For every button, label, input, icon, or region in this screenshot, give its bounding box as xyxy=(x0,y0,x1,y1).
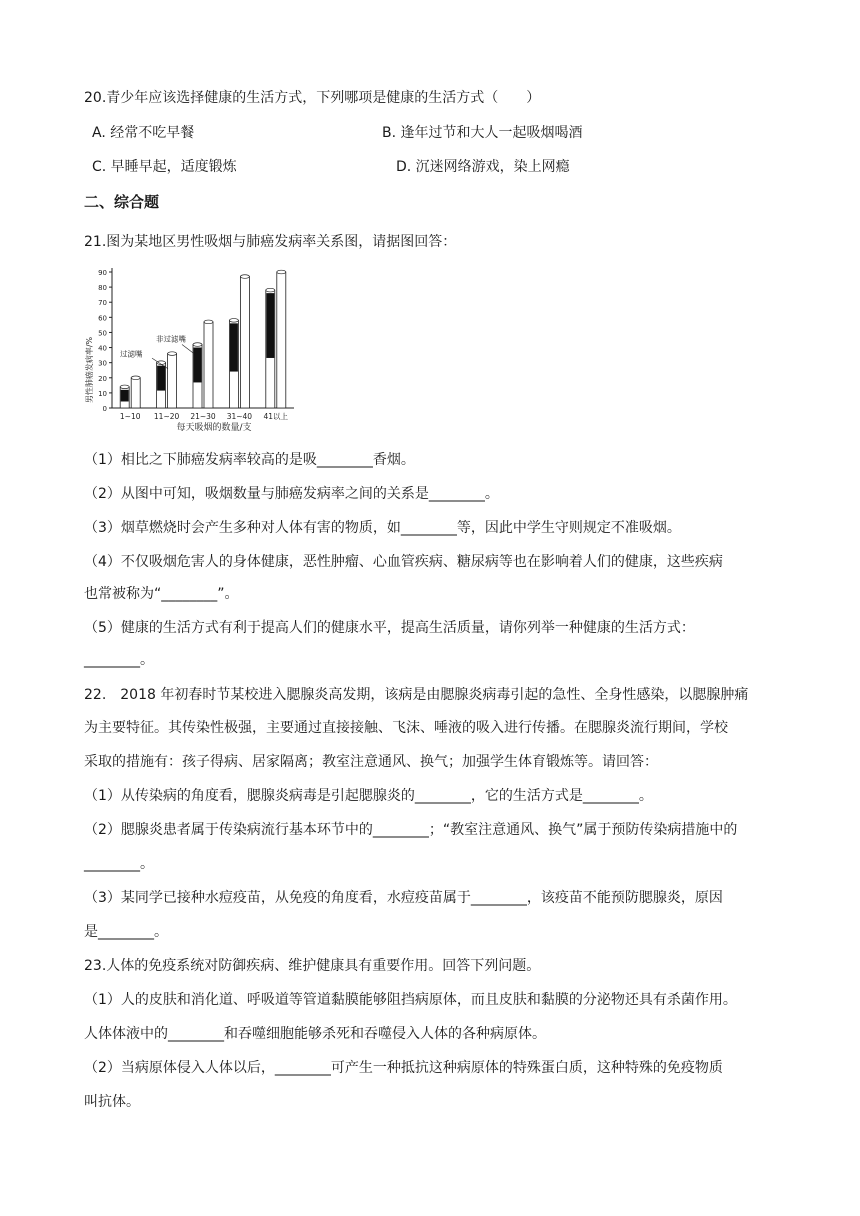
q20-option-d[interactable]: D. 沉迷网络游戏，染上网瘾 xyxy=(396,159,570,175)
chart-x-tick-label: 21~30 xyxy=(190,412,216,421)
chart-bar-nonfilter xyxy=(240,277,249,408)
q21-item-1: （1）相比之下肺癌发病率较高的是吸________香烟。 xyxy=(84,452,415,468)
q20-stem: 20.青少年应该选择健康的生活方式，下列哪项是健康的生活方式（ ） xyxy=(84,90,541,106)
chart-x-tick-label: 1~10 xyxy=(119,412,141,421)
q21-item-3: （3）烟草燃烧时会产生多种对人体有害的物质，如________等，因此中学生守则规定不准吸烟。 xyxy=(84,520,681,536)
chart-bar-filter-band xyxy=(121,390,129,402)
q21-item-5-cont: ________。 xyxy=(84,652,154,668)
q23-stem: 23.人体的免疫系统对防御疾病、维护健康具有重要作用。回答下列问题。 xyxy=(84,958,541,974)
chart-x-tick-label: 31~40 xyxy=(226,412,253,421)
chart-bar-nonfilter xyxy=(168,354,177,408)
q22-item-2: （2）腮腺炎患者属于传染病流行基本环节中的________；“教室注意通风、换气”属于预防传染病措施中的 xyxy=(84,822,738,838)
q22-line-2: 为主要特征。其传染性极强，主要通过直接接触、飞沫、唾液的吸入进行传播。在腮腺炎流行期间，学校 xyxy=(84,720,728,736)
q23-item-1: （1）人的皮肤和消化道、呼吸道等管道黏膜能够阻挡病原体，而且皮肤和黏膜的分泌物还具有杀菌作用。 xyxy=(84,992,737,1008)
chart-bar-filter-top xyxy=(193,343,202,347)
q21-item-2: （2）从图中可知，吸烟数量与肺癌发病率之间的关系是________。 xyxy=(84,486,499,502)
chart-bar-nonfilter-top xyxy=(168,352,177,356)
chart-annotation-filter: 过滤嘴 xyxy=(120,349,143,359)
chart-bar-nonfilter xyxy=(204,322,213,408)
chart-x-tick-label: 41以上 xyxy=(263,412,289,421)
chart-y-tick-label: 30 xyxy=(98,359,107,368)
q21-item-5: （5）健康的生活方式有利于提高人们的健康水平，提高生活质量，请你列举一种健康的生活方式： xyxy=(84,620,695,636)
chart-bar-nonfilter xyxy=(277,272,286,408)
chart-y-tick-label: 70 xyxy=(98,299,107,308)
chart-y-tick-label: 50 xyxy=(98,329,107,338)
chart-x-tick-label: 11~20 xyxy=(153,412,180,421)
chart-bar-filter-top xyxy=(266,288,275,292)
chart-bar-filter-band xyxy=(230,323,238,371)
q23-item-2-cont: 叫抗体。 xyxy=(84,1094,140,1110)
chart-y-tick-label: 90 xyxy=(98,269,107,277)
q22-line-1: 22. 2018 年初春时节某校进入腮腺炎高发期，该病是由腮腺炎病毒引起的急性、全身性感染，以腮腺肿痛 xyxy=(84,687,749,703)
q22-item-2-cont: ________。 xyxy=(84,856,154,872)
chart-bar-nonfilter-top xyxy=(277,270,286,274)
q23-item-2: （2）当病原体侵入人体以后，________可产生一种抵抗这种病原体的特殊蛋白质，这种特殊的免疫物质 xyxy=(84,1060,723,1076)
q23-item-1-cont: 人体体液中的________和吞噬细胞能够杀死和吞噬侵入人体的各种病原体。 xyxy=(84,1026,546,1042)
chart-bar-nonfilter-top xyxy=(204,320,213,324)
chart-ylabel: 男性肺癌发病率/% xyxy=(85,336,94,404)
chart-bar-filter-top xyxy=(229,319,238,323)
chart-y-tick-label: 20 xyxy=(98,374,107,383)
q21-item-4-cont: 也常被称为“________”。 xyxy=(84,586,239,602)
chart-bar-nonfilter-top xyxy=(131,376,140,380)
chart-y-tick-label: 10 xyxy=(98,389,107,398)
q22-item-3: （3）某同学已接种水痘疫苗，从免疫的角度看，水痘疫苗属于________，该疫苗不能预防腮腺炎，原因 xyxy=(84,890,723,906)
q22-line-3: 采取的措施有：孩子得病、居家隔离；教室注意通风、换气；加强学生体育锻炼等。请回答： xyxy=(84,754,658,770)
q22-item-3-cont: 是________。 xyxy=(84,924,168,940)
q20-option-c[interactable]: C. 早睡早起，适度锻炼 xyxy=(92,159,237,175)
q22-item-1: （1）从传染病的角度看，腮腺炎病毒是引起腮腺炎的________，它的生活方式是________。 xyxy=(84,788,653,804)
chart-y-tick-label: 40 xyxy=(98,344,107,353)
chart-bar-filter-band xyxy=(194,348,202,383)
chart-y-tick-label: 0 xyxy=(102,405,107,413)
chart-annotation-nonfilter: 非过滤嘴 xyxy=(156,334,186,344)
q20-option-b[interactable]: B. 逢年过节和大人一起吸烟喝酒 xyxy=(382,125,583,141)
q20-option-a[interactable]: A. 经常不吃早餐 xyxy=(92,125,195,141)
chart-y-tick-label: 60 xyxy=(98,314,107,323)
chart-bar-filter-top xyxy=(120,385,129,389)
q21-item-4: （4）不仅吸烟危害人的身体健康，恶性肿瘤、心血管疾病、糖尿病等也在影响着人们的健康，这些疾病 xyxy=(84,554,723,570)
q21-stem: 21.图为某地区男性吸烟与肺癌发病率关系图，请据图回答： xyxy=(84,234,457,250)
chart-xlabel: 每天吸烟的数量/支 xyxy=(176,423,252,433)
chart-bar-nonfilter xyxy=(131,378,140,408)
section2-heading: 二、综合题 xyxy=(84,193,160,211)
chart-annotation-nonfilter-leader xyxy=(182,345,194,354)
chart-bar-nonfilter-top xyxy=(240,275,249,279)
chart-y-tick-label: 80 xyxy=(98,284,107,293)
chart-bar-filter-band xyxy=(266,293,274,358)
chart-bar-filter-band xyxy=(157,366,165,391)
smoking-lung-cancer-chart xyxy=(84,264,314,434)
